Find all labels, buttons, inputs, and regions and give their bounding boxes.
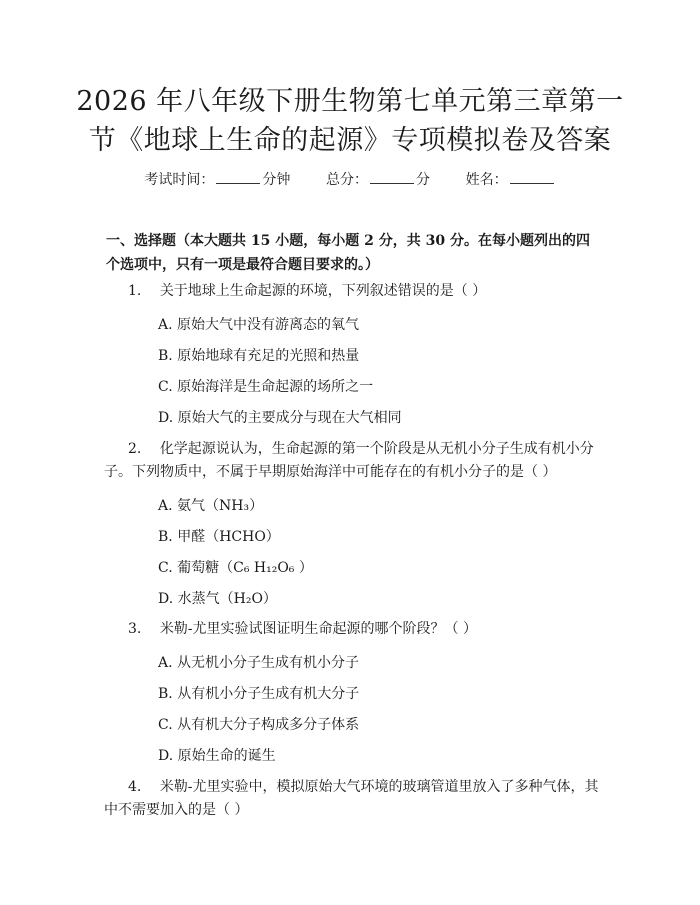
option-1d[interactable]: D. 原始大气的主要成分与现在大气相同: [158, 410, 402, 426]
option-3d[interactable]: D. 原始生命的诞生: [158, 748, 276, 764]
time-label: 考试时间：: [144, 172, 215, 188]
score-label: 总分：: [326, 172, 368, 188]
time-unit: 分钟: [262, 172, 291, 188]
question-text: 米勒-尤里实验中，模拟原始大气环境的玻璃管道里放入了多种气体，其: [159, 779, 599, 795]
question-3: [128, 617, 477, 641]
question-number: 4.: [128, 779, 142, 795]
name-blank[interactable]: [510, 169, 554, 184]
score-unit: 分: [416, 172, 430, 188]
question-text: 米勒-尤里实验试图证明生命起源的哪个阶段？（ ）: [159, 621, 477, 637]
exam-meta: [0, 169, 700, 190]
page-title-line1: 2026 年八年级下册生物第七单元第三章第一: [76, 86, 624, 117]
question-number: 2.: [128, 441, 142, 457]
question-1: [128, 279, 486, 303]
question-4-line2: 中不需要加入的是（ ）: [104, 802, 249, 818]
score-blank[interactable]: [370, 169, 414, 184]
question-text: 化学起源说认为，生命起源的第一个阶段是从无机小分子生成有机小分: [159, 441, 594, 457]
option-3c[interactable]: C. 从有机大分子构成多分子体系: [158, 717, 360, 733]
time-blank[interactable]: [216, 169, 260, 184]
option-2d[interactable]: D. 水蒸气（H₂O）: [158, 591, 277, 607]
option-1c[interactable]: C. 原始海洋是生命起源的场所之一: [158, 379, 374, 395]
question-4-line1: [128, 775, 599, 799]
question-2-line1: [128, 437, 594, 461]
option-3a[interactable]: A. 从无机小分子生成有机小分子: [158, 655, 360, 671]
name-label: 姓名：: [465, 172, 508, 188]
option-1a[interactable]: A. 原始大气中没有游离态的氧气: [158, 317, 360, 333]
option-3b[interactable]: B. 从有机小分子生成有机大分子: [158, 686, 360, 702]
option-2c[interactable]: C. 葡萄糖（C₆ H₁₂O₆ ）: [158, 560, 313, 576]
question-text: 关于地球上生命起源的环境，下列叙述错误的是（ ）: [159, 283, 487, 299]
section-heading: 一、选择题（本大题共 15 小题，每小题 2 分，共 30 分。在每小题列出的四个选项中，只有一项是最符合题目要求的。）: [106, 233, 590, 273]
question-2-line2: 子。下列物质中，不属于早期原始海洋中可能存在的有机小分子的是（ ）: [104, 464, 557, 480]
question-number: 3.: [128, 621, 142, 637]
option-1b[interactable]: B. 原始地球有充足的光照和热量: [158, 348, 360, 364]
question-number: 1.: [128, 283, 142, 299]
option-2b[interactable]: B. 甲醛（HCHO）: [158, 529, 280, 545]
page-title-line2: 节《地球上生命的起源》专项模拟卷及答案: [88, 125, 612, 156]
option-2a[interactable]: A. 氨气（NH₃）: [158, 498, 264, 514]
